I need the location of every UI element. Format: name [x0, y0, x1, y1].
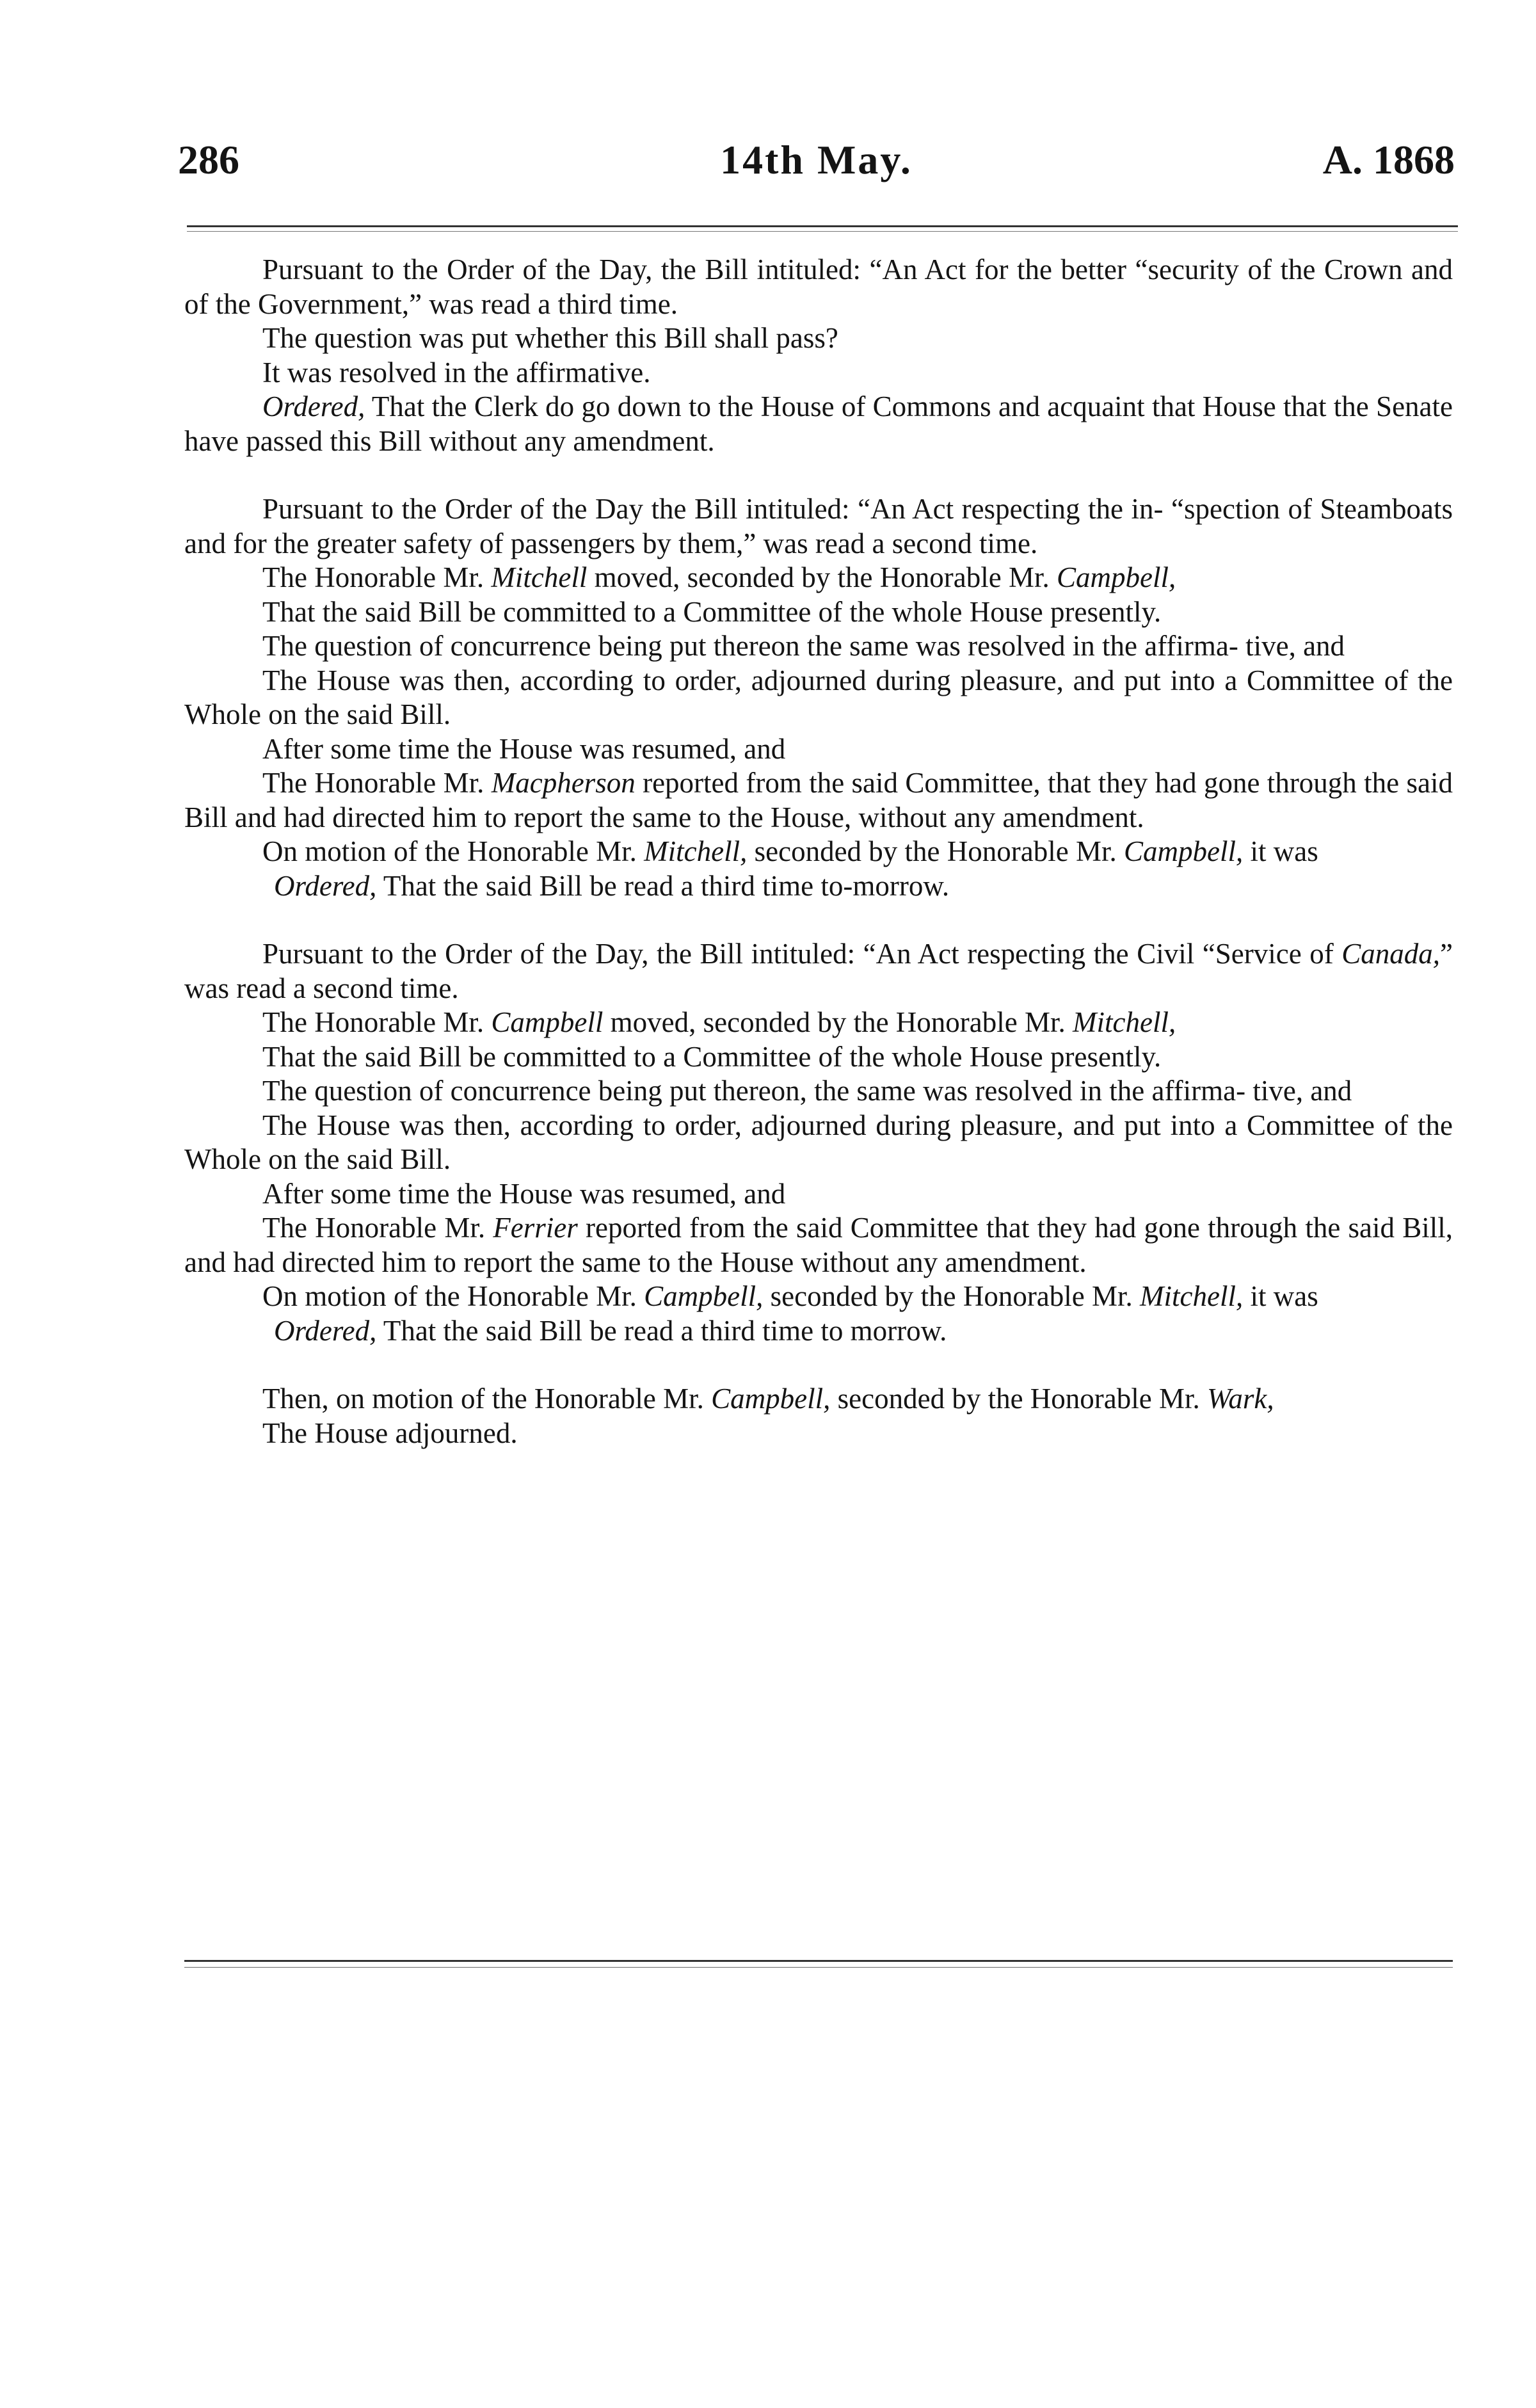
paragraph: After some time the House was resumed, and [262, 1177, 786, 1210]
paragraph: The question was put whether this Bill shall pass? [262, 322, 838, 354]
paragraph: On motion of the Honorable Mr. Campbell, seconded by the Honorable Mr. Mitchell, it was [262, 1280, 1318, 1312]
paragraph: Pursuant to the Order of the Day, the Bill intituled: “An Act for the better “security of the Crown and of the Government,” was read a third time. [184, 253, 1453, 320]
paragraph: The Honorable Mr. Ferrier reported from the said Committee that they had gone through the said Bill, and had directed him to report the same to the House without any amendment. [184, 1212, 1453, 1278]
emphasis: Ordered, [262, 390, 365, 422]
paragraph: The question of concurrence being put thereon, the same was resolved in the affirma- tive, and [262, 1075, 1352, 1107]
paragraph: Then, on motion of the Honorable Mr. Campbell, seconded by the Honorable Mr. Wark, [262, 1383, 1274, 1415]
paragraph: The Honorable Mr. Campbell moved, seconded by the Honorable Mr. Mitchell, [262, 1006, 1176, 1038]
paragraph: Pursuant to the Order of the Day, the Bill intituled: “An Act respecting the Civil “Service of Canada,” was read a second time. [184, 938, 1453, 1004]
paragraph: Ordered, That the said Bill be read a third time to-morrow. [274, 869, 950, 902]
paragraph: The House was then, according to order, adjourned during pleasure, and put into a Committee of the Whole on the said Bill. [184, 664, 1453, 730]
paragraph: The Honorable Mr. Macpherson reported from the said Committee, that they had gone through the said Bill and had directed him to report the same to the House, without any amendment. [184, 767, 1453, 833]
journal-body [184, 253, 1453, 1450]
paragraph: Ordered, That the Clerk do go down to the House of Commons and acquaint that House that the Senate have passed this Bill without any amendment. [184, 390, 1453, 457]
paragraph: The Honorable Mr. Mitchell moved, seconded by the Honorable Mr. Campbell, [262, 561, 1176, 593]
paragraph: The House was then, according to order, adjourned during pleasure, and put into a Committee of the Whole on the said Bill. [184, 1109, 1453, 1175]
footer-rule [184, 1960, 1453, 1968]
paragraph: That the said Bill be committed to a Committee of the whole House presently. [262, 595, 1162, 628]
page-header [178, 131, 1455, 189]
page-date: 14th May. [720, 137, 913, 182]
paragraph: The question of concurrence being put thereon the same was resolved in the affirma- tive, and [262, 630, 1345, 662]
page-number: 286 [178, 137, 239, 182]
paragraph: The House adjourned. [262, 1417, 518, 1449]
paragraph: It was resolved in the affirmative. [262, 356, 651, 389]
paragraph: On motion of the Honorable Mr. Mitchell, seconded by the Honorable Mr. Campbell, it was [262, 835, 1318, 867]
paragraph: After some time the House was resumed, and [262, 732, 786, 765]
page-year: A. 1868 [1322, 137, 1455, 182]
paragraph: That the said Bill be committed to a Committee of the whole House presently. [262, 1040, 1162, 1073]
paragraph: Ordered, That the said Bill be read a third time to morrow. [274, 1314, 947, 1347]
paragraph: Pursuant to the Order of the Day the Bill intituled: “An Act respecting the in- “spection of Steamboats and for the greater safety of passengers by them,” was read a second time. [184, 493, 1453, 559]
header-rule [187, 225, 1458, 232]
